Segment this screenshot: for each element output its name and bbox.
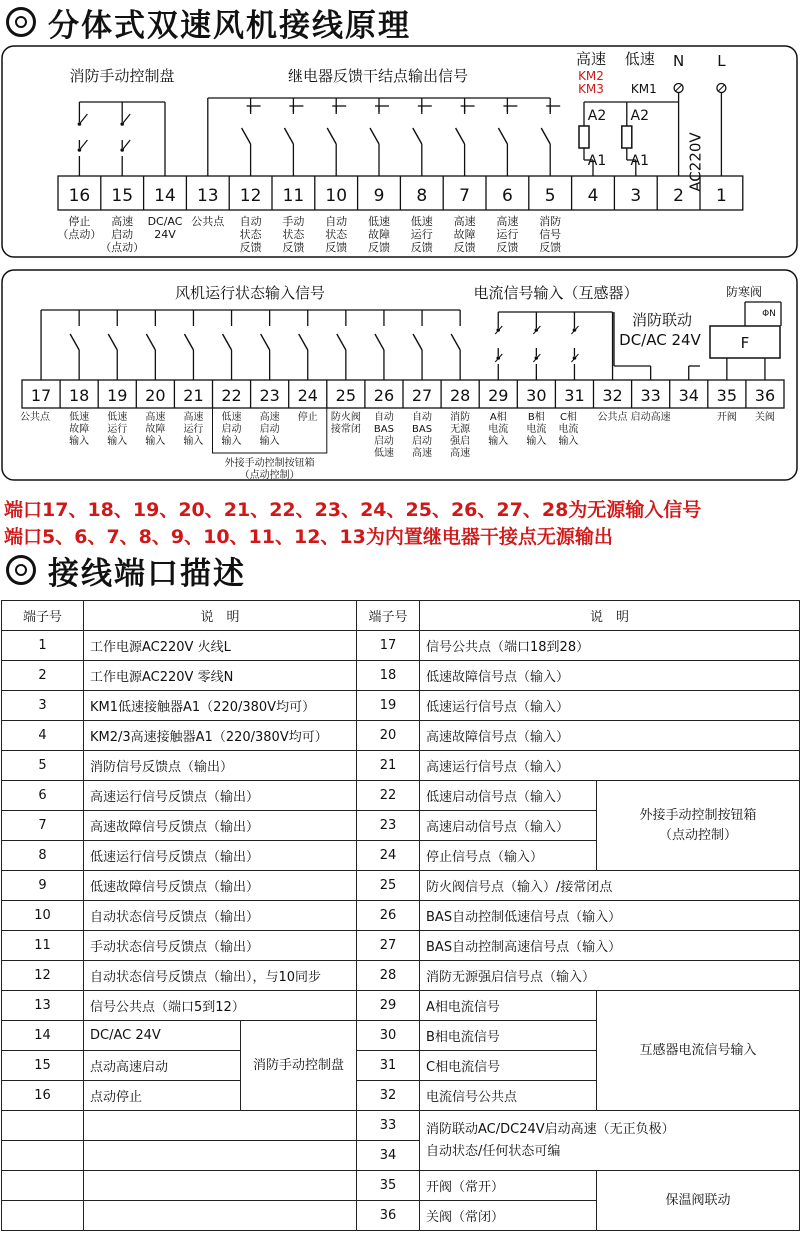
port-number: 2 bbox=[2, 661, 84, 691]
terminal-desc: 反馈 bbox=[539, 241, 562, 254]
section1-header bbox=[6, 2, 411, 42]
wire bbox=[79, 140, 87, 150]
km-label: KM2 bbox=[578, 69, 604, 83]
terminal-desc: 启动高速 bbox=[630, 412, 671, 423]
terminal-desc: 自动 bbox=[325, 215, 348, 228]
terminal-number: 32 bbox=[602, 386, 623, 405]
port-desc: 关阀（常闭） bbox=[420, 1201, 597, 1231]
port-number: 30 bbox=[357, 1021, 420, 1051]
terminal-number: 20 bbox=[145, 386, 166, 405]
wire bbox=[498, 128, 507, 144]
wiring-diagram-2 bbox=[0, 268, 800, 483]
port-desc: 高速运行信号点（输入） bbox=[420, 751, 800, 781]
port-desc: B相电流信号 bbox=[420, 1021, 597, 1051]
port-number: 6 bbox=[2, 781, 84, 811]
note-inputs: 端口17、18、19、20、21、22、23、24、25、26、27、28为无源输入信号 bbox=[4, 499, 702, 521]
terminal-number: 22 bbox=[221, 386, 242, 405]
terminal-desc: 输入 bbox=[69, 436, 90, 447]
terminal-number: 36 bbox=[754, 386, 776, 405]
terminal-desc: B相 bbox=[527, 412, 545, 423]
contactor-coil bbox=[622, 126, 632, 148]
terminal-desc: 运行 bbox=[496, 228, 519, 241]
diagram-frame bbox=[2, 270, 797, 480]
terminal-number: 23 bbox=[259, 386, 280, 405]
terminal-desc: BAS bbox=[412, 424, 433, 435]
group-ct: 互感器电流信号输入 bbox=[597, 991, 800, 1111]
coil-label: A1 bbox=[587, 153, 607, 169]
port-desc: 电流信号公共点 bbox=[420, 1081, 597, 1111]
port-desc: 信号公共点（端口18到28） bbox=[420, 631, 800, 661]
group-valve: 保温阀联动 bbox=[597, 1171, 800, 1231]
wiring-diagram-1 bbox=[0, 44, 800, 260]
group-label: 风机运行状态输入信号 bbox=[174, 284, 326, 302]
terminal-desc: 高速 bbox=[183, 412, 204, 423]
port-desc: C相电流信号 bbox=[420, 1051, 597, 1081]
terminal-number: 26 bbox=[373, 386, 395, 405]
port-number: 26 bbox=[357, 901, 420, 931]
terminal-desc: 信号 bbox=[539, 228, 562, 241]
port-number: 18 bbox=[357, 661, 420, 691]
section2-title: 接线端口描述 bbox=[48, 555, 246, 592]
coil-label: A1 bbox=[630, 153, 650, 169]
terminal-desc: 消防 bbox=[539, 215, 562, 228]
terminal-desc: 反馈 bbox=[368, 241, 390, 254]
terminal-number: 33 bbox=[640, 386, 661, 405]
port-number: 25 bbox=[357, 871, 420, 901]
manual-box-label: （点动控制） bbox=[239, 470, 300, 481]
port-desc: 高速故障信号点（输入） bbox=[420, 721, 800, 751]
terminal-desc: 低速 bbox=[107, 412, 128, 423]
col-header-no: 端子号 bbox=[357, 601, 420, 631]
terminal-number: 30 bbox=[526, 386, 547, 405]
terminal-number: 17 bbox=[30, 386, 52, 405]
terminal-number: 16 bbox=[68, 186, 91, 206]
port-desc: DC/AC 24V bbox=[84, 1021, 241, 1051]
km-label: KM3 bbox=[578, 82, 604, 96]
terminal-desc: 自动 bbox=[239, 215, 262, 228]
terminal-desc: 输入 bbox=[558, 436, 579, 447]
terminal-number: 11 bbox=[282, 186, 305, 206]
valve-box-label: F bbox=[740, 334, 750, 352]
terminal-desc: BAS bbox=[373, 424, 394, 435]
port-desc: BAS自动控制高速信号点（输入） bbox=[420, 931, 800, 961]
terminal-desc: 低速 bbox=[410, 215, 433, 228]
port-number: 19 bbox=[357, 691, 420, 721]
terminal-desc: 启动 bbox=[221, 424, 242, 435]
circle-bullet-icon bbox=[6, 7, 36, 37]
terminal-number: 14 bbox=[154, 186, 176, 206]
port-number: 33 bbox=[357, 1111, 420, 1141]
group-label: 消防联动 bbox=[631, 311, 693, 329]
terminal-desc: 输入 bbox=[221, 436, 242, 447]
terminal-number: 13 bbox=[196, 186, 219, 206]
port-number: 32 bbox=[357, 1081, 420, 1111]
note-outputs: 端口5、6、7、8、9、10、11、12、13为内置继电器干接点无源输出 bbox=[4, 526, 613, 548]
port-desc: 信号公共点（端口5到12） bbox=[84, 991, 357, 1021]
port-table bbox=[1, 600, 800, 1231]
terminal-desc: 故障 bbox=[453, 228, 476, 241]
port-number: 11 bbox=[2, 931, 84, 961]
group-label-line: 外接手动控制按钮箱 bbox=[639, 807, 757, 823]
table-row bbox=[2, 751, 800, 781]
terminal-desc: 开阀 bbox=[716, 412, 737, 423]
terminal-number: 21 bbox=[183, 386, 204, 405]
table-row bbox=[2, 961, 800, 991]
terminal-desc: C相 bbox=[559, 412, 577, 423]
terminal-desc: 输入 bbox=[145, 436, 166, 447]
terminal-desc: 接常闭 bbox=[330, 424, 361, 435]
table-row bbox=[2, 691, 800, 721]
terminal-desc: A相 bbox=[489, 412, 507, 423]
group-manual-box bbox=[597, 781, 800, 871]
terminal-desc: 状态 bbox=[239, 228, 262, 241]
terminal-number: 12 bbox=[239, 186, 262, 206]
section2-header bbox=[6, 550, 246, 590]
terminal-number: 31 bbox=[564, 386, 585, 405]
port-desc-line: 自动状态/任何状态可编 bbox=[426, 1143, 561, 1159]
wire bbox=[242, 128, 251, 144]
port-number: 16 bbox=[2, 1081, 84, 1111]
wire bbox=[327, 128, 336, 144]
terminal-desc: 启动 bbox=[111, 228, 134, 241]
port-number: 36 bbox=[357, 1201, 420, 1231]
terminal-desc: 手动 bbox=[282, 215, 305, 228]
port-number: 7 bbox=[2, 811, 84, 841]
port-number: 34 bbox=[357, 1141, 420, 1171]
terminal-number: 35 bbox=[716, 386, 738, 405]
terminal-desc: 消防 bbox=[450, 412, 471, 423]
terminal-desc: 电流 bbox=[558, 424, 579, 435]
terminal-desc: 故障 bbox=[368, 228, 390, 241]
terminal-desc: 状态 bbox=[282, 228, 305, 241]
terminal-number: 24 bbox=[297, 386, 318, 405]
table-row bbox=[2, 1171, 800, 1201]
port-number: 31 bbox=[357, 1051, 420, 1081]
terminal-number: 25 bbox=[335, 386, 357, 405]
terminal-desc: 高速 bbox=[496, 215, 519, 228]
wire bbox=[456, 128, 465, 144]
port-desc: 自动状态信号反馈点（输出） bbox=[84, 901, 357, 931]
terminal-desc: 低速 bbox=[368, 215, 390, 228]
port-desc: 低速启动信号点（输入） bbox=[420, 781, 597, 811]
terminal-desc: 高速 bbox=[259, 412, 280, 423]
port-number: 17 bbox=[357, 631, 420, 661]
terminal-number: 6 bbox=[501, 186, 513, 206]
port-desc: BAS自动控制低速信号点（输入） bbox=[420, 901, 800, 931]
terminal-desc: 输入 bbox=[259, 436, 280, 447]
terminal-desc: 公共点 bbox=[20, 412, 51, 423]
terminal-desc: 状态 bbox=[325, 228, 348, 241]
port-number: 8 bbox=[2, 841, 84, 871]
port-desc: 低速运行信号点（输入） bbox=[420, 691, 800, 721]
terminal-desc: 高速 bbox=[145, 412, 166, 423]
port-desc: 工作电源AC220V 火线L bbox=[84, 631, 357, 661]
coil-label: A2 bbox=[630, 108, 650, 124]
wire bbox=[370, 128, 379, 144]
contactor-coil bbox=[579, 126, 589, 148]
terminal-desc: 高速 bbox=[412, 448, 433, 459]
port-desc: 防火阀信号点（输入）/接常闭点 bbox=[420, 871, 800, 901]
port-desc: 工作电源AC220V 零线N bbox=[84, 661, 357, 691]
port-number: 21 bbox=[357, 751, 420, 781]
phase-label: L bbox=[717, 52, 726, 70]
terminal-desc: 反馈 bbox=[496, 241, 519, 254]
port-number: 15 bbox=[2, 1051, 84, 1081]
terminal-number: 3 bbox=[630, 186, 642, 206]
terminal-desc: 反馈 bbox=[410, 241, 433, 254]
manual-box-label: 外接手动控制按钮箱 bbox=[224, 458, 315, 469]
port-desc: 低速运行信号反馈点（输出） bbox=[84, 841, 357, 871]
group-manual-panel: 消防手动控制盘 bbox=[241, 1021, 357, 1111]
port-number: 29 bbox=[357, 991, 420, 1021]
terminal-number: 2 bbox=[673, 186, 685, 206]
port-number: 5 bbox=[2, 751, 84, 781]
port-number: 3 bbox=[2, 691, 84, 721]
terminal-desc: 24V bbox=[154, 228, 176, 241]
port-desc: 点动高速启动 bbox=[84, 1051, 241, 1081]
terminal-desc: （点动） bbox=[100, 241, 145, 254]
terminal-desc: 运行 bbox=[107, 424, 128, 435]
port-desc: 点动停止 bbox=[84, 1081, 241, 1111]
terminal-desc: 低速 bbox=[221, 412, 242, 423]
terminal-number: 18 bbox=[68, 386, 90, 405]
port-desc-line: 消防联动AC/DC24V启动高速（无正负极） bbox=[426, 1121, 675, 1137]
port-desc: 消防信号反馈点（输出） bbox=[84, 751, 357, 781]
col-header-desc: 说 明 bbox=[420, 601, 800, 631]
terminal-number: 1 bbox=[715, 186, 727, 206]
terminal-desc: 低速 bbox=[373, 448, 394, 459]
terminal-desc: 停止 bbox=[68, 215, 91, 228]
terminal-desc: 自动 bbox=[373, 412, 394, 423]
phi-n-label: ΦN bbox=[762, 309, 776, 319]
terminal-desc: 运行 bbox=[183, 424, 204, 435]
terminal-desc: 输入 bbox=[526, 436, 547, 447]
col-header-no: 端子号 bbox=[2, 601, 84, 631]
port-number: 27 bbox=[357, 931, 420, 961]
group-label: DC/AC 24V bbox=[619, 331, 701, 349]
terminal-desc: 停止 bbox=[297, 412, 318, 423]
terminal-desc: 启动 bbox=[412, 436, 433, 447]
terminal-desc: 公共点 bbox=[597, 412, 628, 423]
port-number: 28 bbox=[357, 961, 420, 991]
terminal-desc: 关阀 bbox=[754, 412, 775, 423]
terminal-desc: 强启 bbox=[450, 436, 471, 447]
terminal-desc: 电流 bbox=[488, 424, 509, 435]
terminal-desc: 自动 bbox=[412, 412, 433, 423]
terminal-desc: 高速 bbox=[453, 215, 476, 228]
table-row bbox=[2, 631, 800, 661]
port-number: 13 bbox=[2, 991, 84, 1021]
terminal-number: 4 bbox=[587, 186, 599, 206]
port-number: 20 bbox=[357, 721, 420, 751]
port-number: 9 bbox=[2, 871, 84, 901]
port-desc: KM2/3高速接触器A1（220/380V均可） bbox=[84, 721, 357, 751]
terminal-number: 29 bbox=[488, 386, 509, 405]
group-label-line: （点动控制） bbox=[659, 827, 738, 843]
terminal-desc: 防火阀 bbox=[330, 412, 361, 423]
table-row bbox=[2, 871, 800, 901]
terminal-desc: 无源 bbox=[450, 424, 471, 435]
port-number: 1 bbox=[2, 631, 84, 661]
terminal-desc: 故障 bbox=[69, 424, 90, 435]
terminal-desc: 输入 bbox=[183, 436, 204, 447]
terminal-desc: 启动 bbox=[373, 436, 394, 447]
supply-label: AC220V bbox=[686, 132, 705, 192]
port-desc: A相电流信号 bbox=[420, 991, 597, 1021]
terminal-desc: 高速 bbox=[450, 448, 471, 459]
terminal-number: 27 bbox=[411, 386, 433, 405]
table-header-row bbox=[2, 601, 800, 631]
table-row bbox=[2, 781, 800, 811]
port-number: 14 bbox=[2, 1021, 84, 1051]
terminal-desc: 反馈 bbox=[282, 241, 305, 254]
terminal-number: 34 bbox=[678, 386, 699, 405]
port-number: 35 bbox=[357, 1171, 420, 1201]
terminal-desc: 输入 bbox=[107, 436, 128, 447]
table-row bbox=[2, 1111, 800, 1141]
terminal-desc: 运行 bbox=[410, 228, 433, 241]
terminal-desc: 低速 bbox=[69, 412, 90, 423]
port-number: 23 bbox=[357, 811, 420, 841]
group-label: 电流信号输入（互感器） bbox=[473, 284, 639, 302]
port-number: 4 bbox=[2, 721, 84, 751]
table-row bbox=[2, 661, 800, 691]
port-number: 24 bbox=[357, 841, 420, 871]
port-desc: 手动状态信号反馈点（输出） bbox=[84, 931, 357, 961]
wire bbox=[122, 114, 130, 124]
group-label: 继电器反馈干结点输出信号 bbox=[287, 67, 469, 85]
terminal-desc: 电流 bbox=[526, 424, 547, 435]
terminal-desc: 反馈 bbox=[325, 241, 348, 254]
terminal-number: 8 bbox=[416, 186, 428, 206]
wire bbox=[79, 114, 87, 124]
table-row bbox=[2, 991, 800, 1021]
terminal-desc: 启动 bbox=[259, 424, 280, 435]
port-desc: KM1低速接触器A1（220/380V均可） bbox=[84, 691, 357, 721]
terminal-number: 15 bbox=[111, 186, 134, 206]
port-desc: 低速故障信号反馈点（输出） bbox=[84, 871, 357, 901]
wire bbox=[413, 128, 422, 144]
terminal-number: 7 bbox=[459, 186, 471, 206]
terminal-desc: 反馈 bbox=[453, 241, 476, 254]
terminal-desc: （点动） bbox=[57, 228, 102, 241]
wire bbox=[284, 128, 293, 144]
terminal-desc: 高速 bbox=[111, 215, 134, 228]
terminal-number: 10 bbox=[325, 186, 348, 206]
section1-title: 分体式双速风机接线原理 bbox=[48, 7, 411, 44]
col-header-desc: 说 明 bbox=[84, 601, 357, 631]
phase-label: N bbox=[672, 52, 685, 70]
terminal-desc: 故障 bbox=[145, 424, 166, 435]
terminal-number: 28 bbox=[449, 386, 471, 405]
port-desc: 高速启动信号点（输入） bbox=[420, 811, 597, 841]
speed-label: 高速 bbox=[575, 50, 607, 68]
table-row bbox=[2, 901, 800, 931]
terminal-number: 19 bbox=[107, 386, 128, 405]
terminal-desc: 反馈 bbox=[239, 241, 262, 254]
group-label: 消防手动控制盘 bbox=[69, 67, 175, 85]
coil-label: A2 bbox=[587, 108, 607, 124]
terminal-desc: 输入 bbox=[488, 436, 509, 447]
table-row bbox=[2, 931, 800, 961]
port-desc: 高速故障信号反馈点（输出） bbox=[84, 811, 357, 841]
valve-label: 防寒阀 bbox=[725, 285, 763, 299]
speed-label: 低速 bbox=[624, 50, 655, 68]
km-label: KM1 bbox=[630, 82, 657, 96]
port-desc: 高速运行信号反馈点（输出） bbox=[84, 781, 357, 811]
port-number: 22 bbox=[357, 781, 420, 811]
terminal-desc: DC/AC bbox=[147, 215, 183, 228]
port-number: 10 bbox=[2, 901, 84, 931]
terminal-number: 5 bbox=[544, 186, 556, 206]
port-desc: 停止信号点（输入） bbox=[420, 841, 597, 871]
wire bbox=[122, 140, 130, 150]
port-desc: 开阀（常开） bbox=[420, 1171, 597, 1201]
wire bbox=[541, 128, 550, 144]
terminal-desc: 公共点 bbox=[191, 215, 225, 228]
port-desc: 低速故障信号点（输入） bbox=[420, 661, 800, 691]
port-desc bbox=[420, 1111, 800, 1171]
port-desc: 消防无源强启信号点（输入） bbox=[420, 961, 800, 991]
terminal-number: 9 bbox=[373, 186, 385, 206]
circle-bullet-icon bbox=[6, 555, 36, 585]
port-desc: 自动状态信号反馈点（输出），与10同步 bbox=[84, 961, 357, 991]
port-number: 12 bbox=[2, 961, 84, 991]
table-row bbox=[2, 721, 800, 751]
